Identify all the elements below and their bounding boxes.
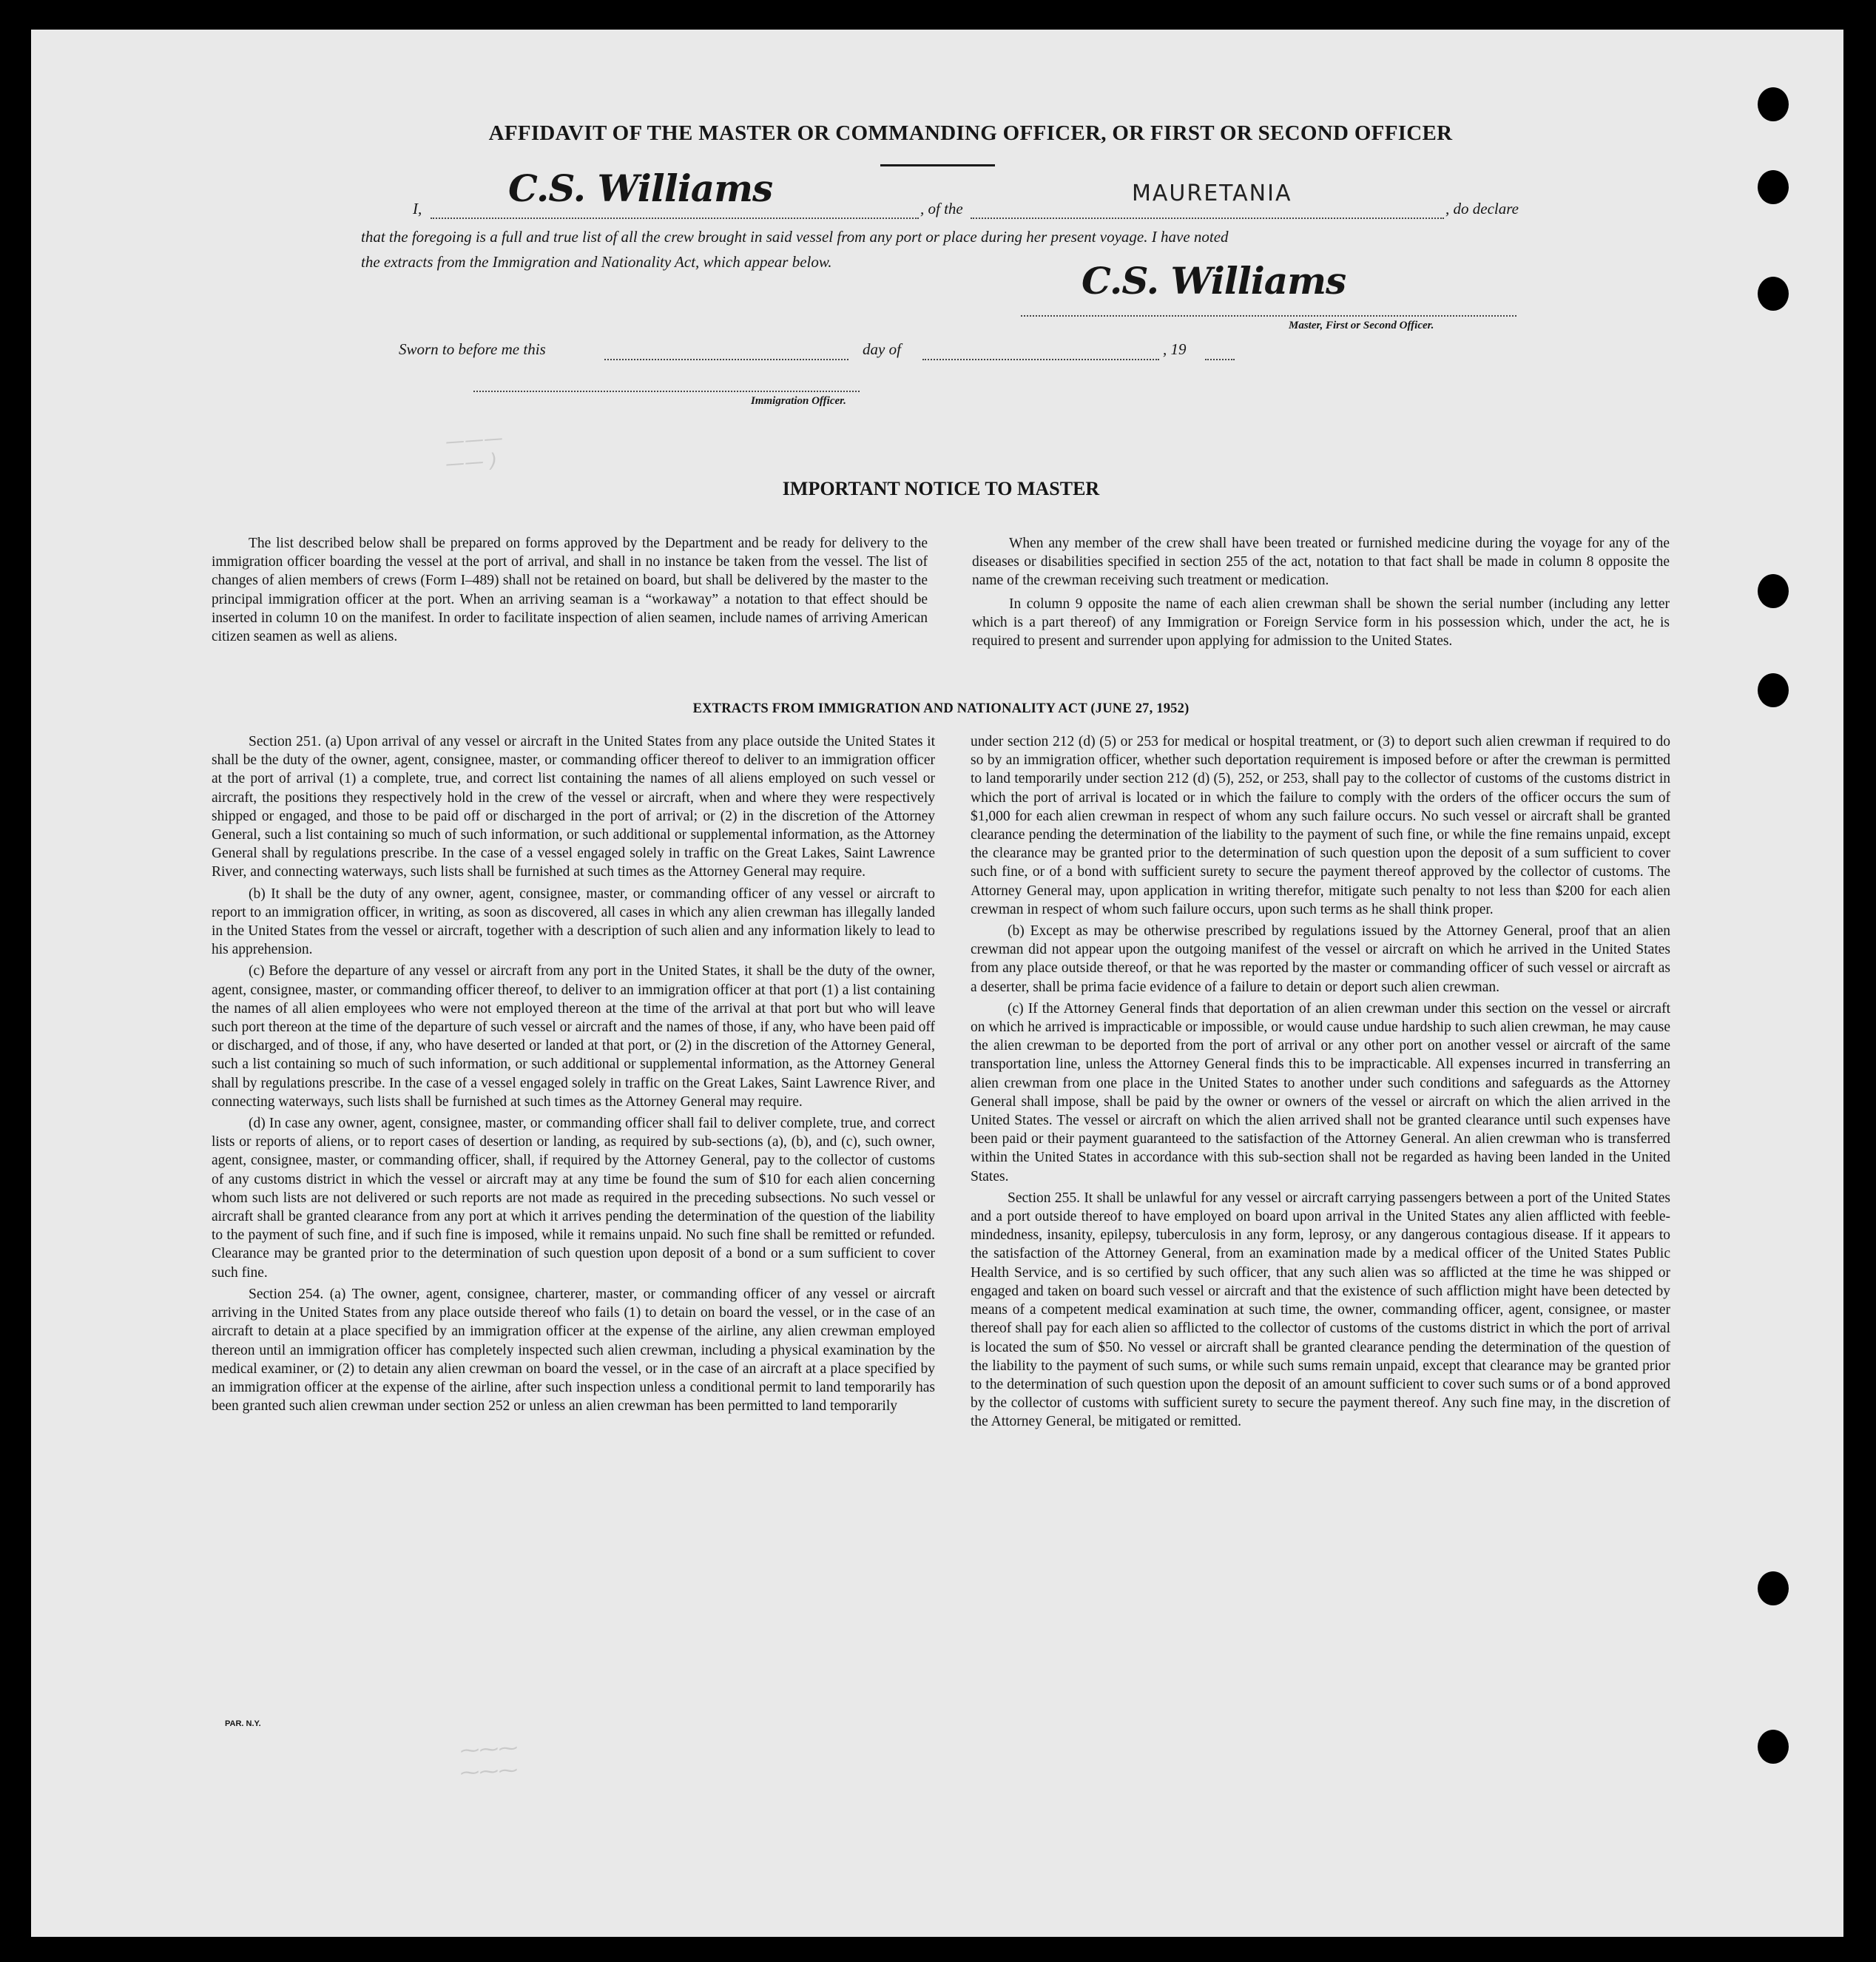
of-the-label: , of the xyxy=(920,200,963,218)
do-declare-label: , do declare xyxy=(1445,200,1519,218)
punch-hole xyxy=(1758,87,1789,121)
section-251-a: Section 251. (a) Upon arrival of any vessel or aircraft in the United States from any place outside the United States it shall be the duty of the owner, agent, consignee, master, or commanding officer thereof to deliver to an immigration officer at the port of arrival (1) a complete, true, and correct list containing the names of all aliens employed on such vessel or aircraft, the positions they respectively hold in the crew of the vessel or aircraft, when and where they were respectively shipped or engaged, and those to be paid off or discharged in the port of arrival; or (2) in the discretion of the Attorney General, such a list containing so much of such information, or such additional or supplemental information, as the Attorney General shall by regulations prescribe. In the case of a vessel engaged solely in traffic on the Great Lakes, Saint Lawrence River, and connecting waterways, such lists shall be furnished at such times as the Attorney General may require. xyxy=(212,734,935,880)
section-255: Section 255. It shall be unlawful for any vessel or aircraft carrying passengers between a port of the United States and a port outside thereof to have employed on board upon arrival in the United States any alien afflicted with feeble-mindedness, insanity, epilepsy, tuberculosis in any form, leprosy, or any dangerous contagious disease. If it appears to the satisfaction of the Attorney General, from an examination made by a medical officer of the United States Public Health Service, and is so certified by such officer, that any such alien was so afflicted at the time he was shipped or engaged and taken on board such vessel or aircraft and that the existence of such affliction might have been detected by means of a competent medical examination at such time, the owner, commanding officer, agent, consignee, or master thereof shall pay for each alien so afflicted to the collector of customs of the customs district in which the port of arrival is located the sum of $50. No vessel or aircraft shall be granted clearance pending the determination of the question of the liability to the payment of such sums, or while such sums remain unpaid, except that clearance may be granted prior to the determination of such question upon the deposit of an amount sufficient to cover such sums or of a bond approved by the collector of customs with sufficient surety to secure the payment thereof. Any such fine may, in the discretion of the Attorney General, be mitigated or remitted. xyxy=(971,1190,1670,1430)
officer-line xyxy=(473,391,860,392)
affidavit-title: AFFIDAVIT OF THE MASTER OR COMMANDING OFFICER, OR FIRST OR SECOND OFFICER xyxy=(488,121,1453,145)
section-254-c: (c) If the Attorney General finds that deportation of an alien crewman under this section on the vessel or aircraft on which he arrived is impracticable or impossible, or would cause undue hardship to such alien crewman, he may cause the alien crewman to be deported from the port of arrival or any other port on another vessel or aircraft of the same transportation line, unless the Attorney General finds this to be impracticable. All expenses incurred in transferring an alien crewman from one place in the United States to another under such conditions and safeguards as the Attorney General shall impose, shall be paid by the owner or owners of the vessel or aircraft on which the alien arrived in the United States. The vessel or aircraft on which the alien arrived shall not be granted clearance until such expenses have been paid or their payment guaranteed to the satisfaction of the Attorney General. An alien crewman who is transferred within the United States in accordance with this sub-section shall not be regarded as having been landed in the United States. xyxy=(971,1000,1670,1184)
notice-left xyxy=(212,534,928,649)
section-251-c: (c) Before the departure of any vessel or aircraft from any port in the United States, it shall be the duty of the owner, agent, consignee, master, or commanding officer thereof, to deliver to an immigration officer at that port (1) a list containing the names of all alien employees who were not employed thereon at the time of the arrival at that port but who will leave such port thereon at the time of the departure of such vessel or aircraft and the names of those, if any, who have been paid off or discharged, and of those, if any, who have deserted or landed at that port, or (2) in the discretion of the Attorney General, such a list containing so much of such information, or such additional or supplemental information, as the Attorney General shall by regulations prescribe. In the case of a vessel engaged solely in traffic on the Great Lakes, Saint Lawrence River, and connecting waterways, such lists shall be furnished at such times as the Attorney General may require. xyxy=(212,963,935,1110)
day-of-label: day of xyxy=(863,340,901,358)
sworn-label: Sworn to before me this xyxy=(399,340,546,358)
punch-hole xyxy=(1758,170,1789,204)
form-page xyxy=(31,30,1843,1937)
year-label: , 19 xyxy=(1163,340,1187,358)
sworn-month-line xyxy=(922,359,1159,360)
vessel-line xyxy=(971,218,1444,219)
sworn-day-line xyxy=(604,359,848,360)
extracts-title: EXTRACTS FROM IMMIGRATION AND NATIONALITY ACT (JUNE 27, 1952) xyxy=(692,701,1190,716)
signer-name: C.S. Williams xyxy=(508,166,773,210)
year-line xyxy=(1205,359,1235,360)
notice-right-paragraph-1: When any member of the crew shall have been treated or furnished medicine during the voyage for any of the diseases or disabilities specified in section 255 of the act, notation to that fact shall be made in column 8 opposite the name of the crewman receiving such treatment or medication. xyxy=(972,536,1670,589)
notice-right-paragraph-2: In column 9 opposite the name of each alien crewman shall be shown the serial number (including any letter which is a part thereof) of any Immigration or Foreign Service form in his possession which, under the act, he is required to present and surrender upon applying for admission to the United States. xyxy=(972,596,1670,650)
section-251-d: (d) In case any owner, agent, consignee, master, or commanding officer shall fail to deliver complete, true, and correct lists or reports of aliens, or to report cases of desertion or landing, as required by sub-sections (a), (b), and (c), such owner, agent, consignee, master, or commanding officer, shall, if required by the Attorney General, pay to the collector of customs of any customs district in which the vessel or aircraft may at any time be found the sum of $10 for each alien concerning whom such lists are not delivered or such reports are not made as required in the preceding subsections. No such vessel or aircraft shall be granted clearance from any port at which it arrives pending the determination of the question of the liability to the payment of such fine, and if such fine is imposed, while it remains unpaid. No such fine shall be remitted or refunded. Clearance may be granted prior to the determination of such question upon deposit of a bond or a sum sufficient to cover such fine. xyxy=(212,1116,935,1281)
punch-hole xyxy=(1758,673,1789,707)
section-254-b: (b) Except as may be otherwise prescribed by regulations issued by the Attorney General, proof that an alien crewman did not appear upon the outgoing manifest of the vessel or aircraft on which he arrived in the United States from any place outside thereof, or that he was reported by the master or commanding officer of such vessel or aircraft as a deserter, shall be prima facie evidence of a failure to detain or deport such alien crewman. xyxy=(971,923,1670,995)
punch-hole xyxy=(1758,1730,1789,1764)
immigration-officer-label: Immigration Officer. xyxy=(751,395,846,407)
punch-hole xyxy=(1758,277,1789,311)
master-label: Master, First or Second Officer. xyxy=(1289,320,1434,331)
punch-hole xyxy=(1758,574,1789,608)
section-254-a: Section 254. (a) The owner, agent, consignee, charterer, master, or commanding officer of any vessel or aircraft arriving in the United States from any place outside thereof who fails (1) to detain on board the vessel, or in the case of an aircraft to detain at a place specified by an immigration officer at the expense of the airline, any alien crewman employed thereon until an immigration officer has completely inspected such alien crewman, including a physical examination by the medical examiner, or (2) to detain any alien crewman on board the vessel, or in the case of an aircraft at a place specified by an immigration officer at the expense of the airline, after such inspection unless a conditional permit to land temporarily has been granted such alien crewman under section 252 or unless an alien crewman has been permitted to land temporarily xyxy=(212,1286,935,1415)
signature-line xyxy=(1021,315,1516,317)
pencil-mark: ——— —— ) xyxy=(445,427,504,476)
title-rule xyxy=(880,164,995,166)
extracts-left-column xyxy=(212,732,935,1418)
section-254-a-continued: under section 212 (d) (5) or 253 for medical or hospital treatment, or (3) to deport such alien crewman if required to do so by an immigration officer, whether such deportation requirement is imposed before or after the crewman is permitted to land temporarily under section 212 (d) (5), 252, or 253, shall pay to the collector of customs of the customs district in which the port of arrival is located or in which the failure to comply with the orders of the officer occurs the sum of $1,000 for each alien crewman in respect of whom any such failure occurs. No such vessel or aircraft shall be granted clearance pending the determination of the liability to the payment of such fine, or while the fine remains unpaid, except the clearance may be granted prior to the determination of such question upon the deposit of a sum sufficient to cover such fine, or of a bond with sufficient surety to secure the payment thereof approved by the collector of customs. The Attorney General may, upon application in writing therefor, mitigate such penalty to not less than $200 for each alien crewman in respect of whom such failure occurs, upon such terms as he shall think proper. xyxy=(971,734,1670,917)
notice-right xyxy=(972,534,1670,653)
i-label: I, xyxy=(413,200,422,218)
pencil-mark-bottom: ⁓⁓⁓ ⁓⁓⁓ xyxy=(459,1736,519,1785)
section-251-b: (b) It shall be the duty of any owner, agent, consignee, master, or commanding officer of any vessel or aircraft to report to an immigration officer, in writing, as soon as discovered, all cases in which any alien crewman has illegally landed in the United States from the vessel or aircraft, together with a description of such alien and any information likely to lead to his apprehension. xyxy=(212,886,935,958)
declaration-line-2: the extracts from the Immigration and Nationality Act, which appear below. xyxy=(361,253,832,271)
notice-left-paragraph: The list described below shall be prepared on forms approved by the Department and be ready for delivery to the immigration officer boarding the vessel at the port of arrival, and shall in no instance be taken from the vessel. The list of changes of alien members of crews (Form I–489) shall not be retained on board, but shall be delivered by the master to the principal immigration officer at the port. When an arriving seaman is a “workaway” a notation to that effect should be inserted in column 10 on the manifest. In order to facilitate inspection of alien seamen, include names of arriving American citizen seamen as well as aliens. xyxy=(212,536,928,645)
vessel-name: MAURETANIA xyxy=(1132,181,1292,206)
declaration-line-1: that the foregoing is a full and true list of all the crew brought in said vessel from any port or place during her present voyage. I have noted xyxy=(361,228,1229,246)
name-line xyxy=(431,218,919,219)
printer-mark: PAR. N.Y. xyxy=(225,1719,261,1728)
punch-hole xyxy=(1758,1571,1789,1605)
master-signature: C.S. Williams xyxy=(1082,259,1346,303)
extracts-right-column xyxy=(971,732,1670,1435)
notice-title: IMPORTANT NOTICE TO MASTER xyxy=(782,478,1100,499)
